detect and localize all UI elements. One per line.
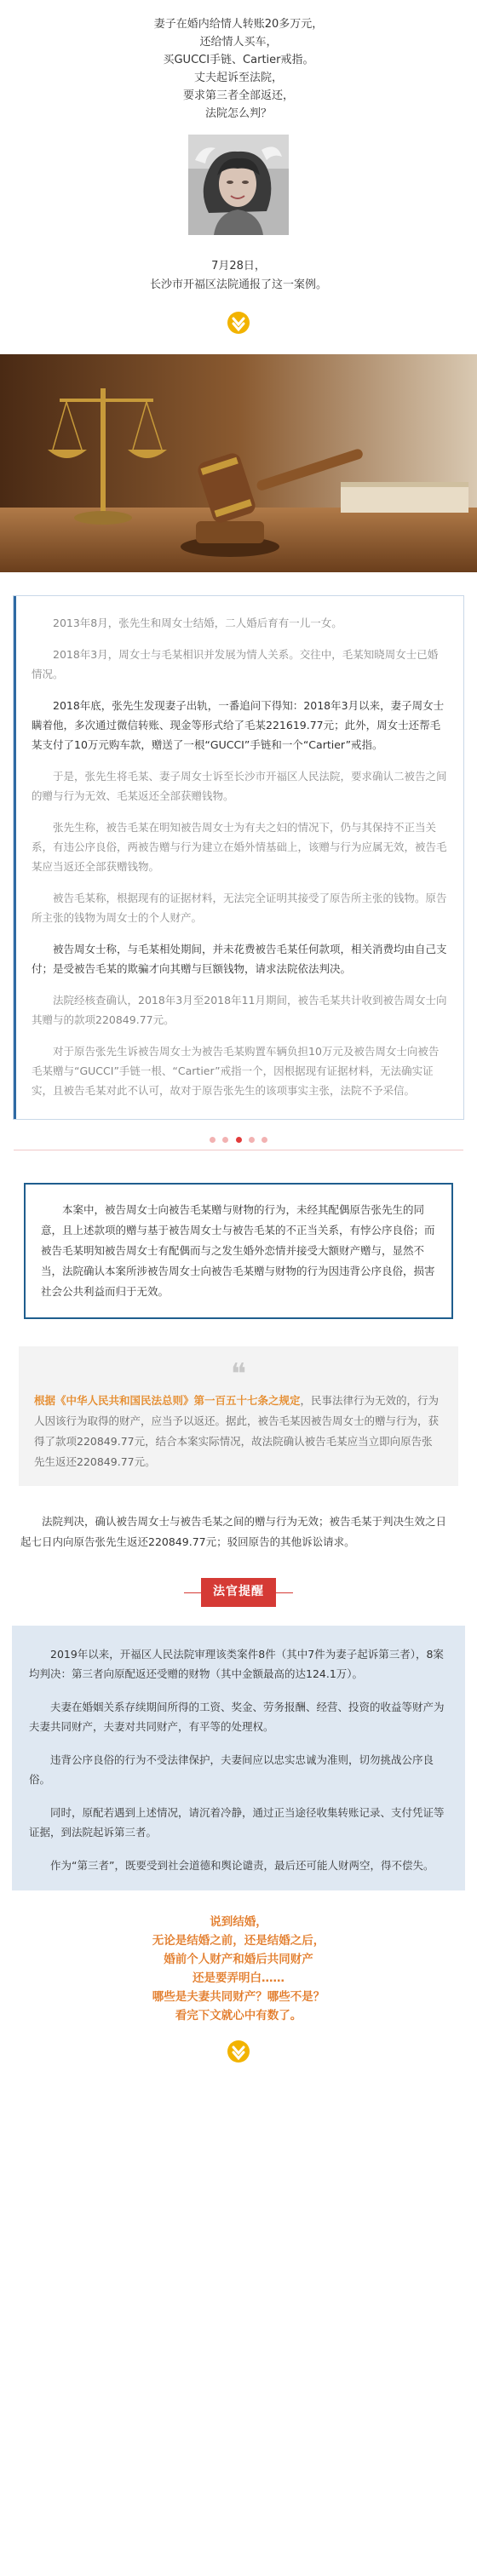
intro-line: 买GUCCI手链、Cartier戒指。 [163,54,314,66]
tip-paragraph: 2019年以来，开福区人民法院审理该类案件8件（其中7件为妻子起诉第三者），8案均判决：第三者向原配返还受赠的财物（其中金额最高的达124.1万）。 [29,1647,444,1680]
court-opinion-box [24,1183,453,1319]
arrow-down-icon [227,310,250,336]
verdict-text: 法院判决，确认被告周女士与被告毛某之间的赠与行为无效；被告毛某于判决生效之日起七日内向原告张先生返还220849.77元；驳回原告的其他诉讼请求。 [20,1515,447,1548]
closing-line: 哪些是夫妻共同财产？哪些不是？ [152,1989,325,2004]
quote-mark-icon: ❝ [230,1357,247,1391]
narrative-paragraph: 被告毛某称，根据现有的证据材料，无法完全证明其接受了原告所主张的钱物。原告所主张的钱物为周女士的个人财产。 [32,892,447,924]
narrative-paragraph: 张先生称，被告毛某在明知被告周女士为有夫之妇的情况下，仍与其保持不正当关系，有违公序良俗，两被告赠与行为建立在婚外情基础上，该赠与行为应属无效，被告毛某应当返还全部获赠钱物。 [32,821,447,873]
page-dot-active[interactable] [236,1137,242,1143]
verdict-paragraph [20,1512,457,1552]
narrative-paragraph: 法院经核查确认，2018年3月至2018年11月期间，被告毛某共计收到被告周女士向其赠与的款项220849.77元。 [32,994,447,1026]
closing-line: 还是要弄明白…… [193,1971,284,1985]
narrative-paragraph: 于是，张先生将毛某、妻子周女士诉至长沙市开福区人民法院，要求确认二被告之间的赠与行为无效、毛某返还全部获赠钱物。 [32,770,447,802]
page-dot[interactable] [222,1137,228,1143]
closing-section [0,1913,477,2064]
tip-title-wrap [0,1578,477,1607]
tip-paragraph: 夫妻在婚姻关系存续期间所得的工资、奖金、劳务报酬、经营、投资的收益等财产为夫妻共同财产，夫妻对共同财产，有平等的处理权。 [29,1700,445,1733]
arrow-down-icon [227,2039,250,2064]
page-dot[interactable] [210,1137,216,1143]
date-line: 7月28日， [211,260,266,273]
intro-line: 还给情人买车， [199,36,278,49]
page-dot[interactable] [249,1137,255,1143]
judge-tips-panel [12,1626,465,1890]
law-quote-box [19,1346,458,1486]
law-quote-body [34,1391,443,1472]
narrative-paragraph: 对于原告张先生诉被告周女士为被告毛某购置车辆负担10万元及被告周女士向被告毛某赠与“GUCCI”手链一根、“Cartier”戒指一个，因根据现有证据材料，无法确实证实，且被告毛某对此不认可，故对于原告张先生的该项事实主张，法院不予采信。 [32,1045,440,1097]
date-line: 长沙市开福区法院通报了这一案例。 [149,278,327,291]
closing-line: 说到结婚， [210,1914,267,1929]
portrait-illustration [188,135,289,235]
intro-line: 要求第三者全部返还， [182,89,294,102]
intro-section [0,0,477,336]
narrative-paragraph: 2013年8月，张先生和周女士结婚，二人婚后育有一儿一女。 [53,617,342,629]
closing-line: 无论是结婚之前，还是结婚之后， [152,1933,325,1948]
narrative-paragraph: 2018年3月，周女士与毛某相识并发展为情人关系。交往中，毛某知晓周女士已婚情况。 [32,648,439,680]
portrait-image [188,135,289,235]
tip-paragraph: 同时，原配若遇到上述情况，请沉着冷静，通过正当途径收集转账记录、支付凭证等证据，到法院起诉第三者。 [29,1805,445,1839]
pagination-dots [0,1131,477,1141]
gavel-scales-image [0,354,477,572]
case-narrative [14,596,463,1119]
tip-paragraph: 作为“第三者”，既要受到社会道德和舆论谴责，最后还可能人财两空，得不偿失。 [50,1858,434,1872]
narrative-paragraph: 2018年底，张先生发现妻子出轨，一番追问下得知：2018年3月以来，妻子周女士瞒着他，多次通过微信转账、现金等形式给了毛某221619.77元；此外，周女士还帮毛某支付了10万元购车款，赠送了一根“GUCCI”手链和一个“Cartier”戒指。 [32,699,445,751]
page-dot[interactable] [261,1137,267,1143]
closing-line: 看完下文就心中有数了。 [175,2008,302,2022]
law-reference: 根据《中华人民共和国民法总则》第一百五十七条之规定 [34,1394,301,1407]
court-opinion-text: 本案中，被告周女士向被告毛某赠与财物的行为，未经其配偶原告张先生的同意，且上述款项的赠与基于被告周女士与被告毛某的不正当关系，有悖公序良俗；而被告毛某明知被告周女士有配偶而与之发生婚外恋情并接受大额财产赠与，显然不当，法院确认本案所涉被告周女士向被告毛某赠与财物的行为因违背公序良俗，损害社会公共利益而归于无效。 [41,1203,435,1298]
intro-line: 法院怎么判？ [204,107,272,120]
law-quote-text: ，民事法律行为无效的，行为人因该行为取得的财产，应当予以返还。据此，被告毛某因被告周女士的赠与行为，获得了款项220849.77元，结合本案实际情况，故法院确认被告毛某应当立即向原告张先生返还220849.77元。 [34,1394,440,1468]
intro-line: 妻子在婚内给情人转账20多万元， [153,18,324,31]
date-block [0,257,477,295]
judge-tip-title: 法官提醒 [201,1578,276,1607]
closing-line: 婚前个人财产和婚后共同财产 [164,1952,313,1966]
narrative-paragraph: 被告周女士称，与毛某相处期间，并未花费被告毛某任何款项，相关消费均由自己支付；是受被告毛某的欺骗才向其赠与巨额钱物，请求法院依法判决。 [32,943,447,975]
tip-paragraph: 违背公序良俗的行为不受法律保护，夫妻间应以忠实忠诚为准则，切勿挑战公序良俗。 [29,1753,434,1786]
intro-line: 丈夫起诉至法院， [193,72,283,84]
